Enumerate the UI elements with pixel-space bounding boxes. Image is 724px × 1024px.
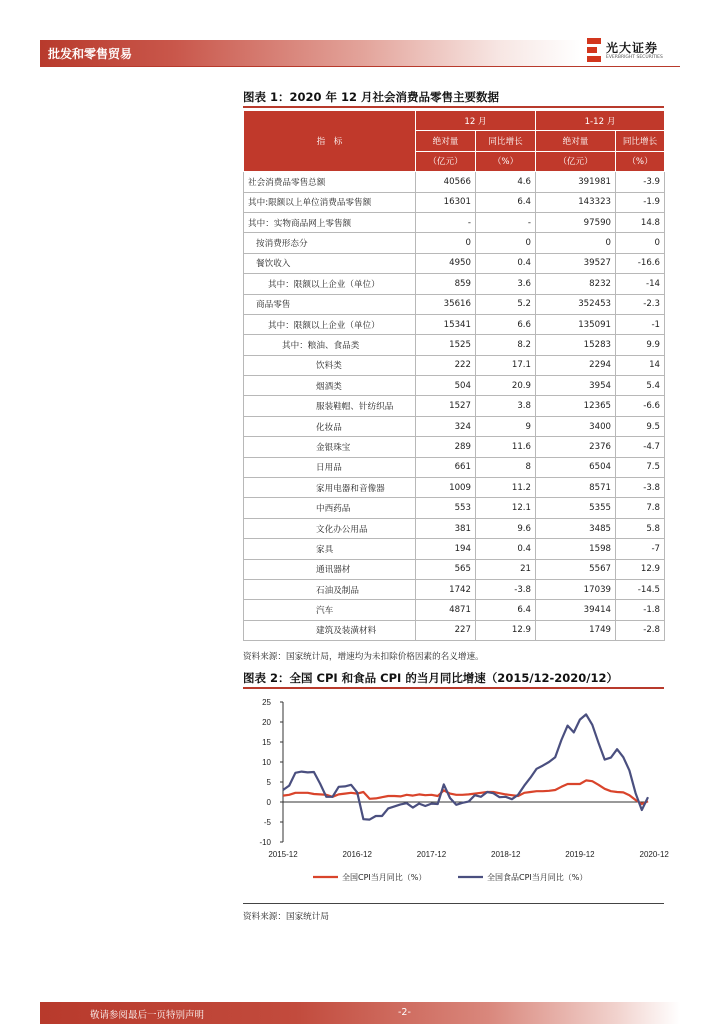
row-label: 饮料类: [244, 355, 416, 375]
row-value: 194: [416, 539, 476, 559]
table-row: [244, 518, 665, 538]
row-label: 其中:限额以上单位消费品零售额: [244, 192, 416, 212]
row-value: 3954: [536, 376, 616, 396]
unit-abs-ytd: （亿元）: [536, 151, 616, 171]
row-value: 0: [536, 233, 616, 253]
table-row: [244, 579, 665, 599]
row-label: 其中：粮油、食品类: [244, 335, 416, 355]
row-value: 40566: [416, 172, 476, 192]
brand-logo: [587, 38, 687, 64]
logo-icon: [587, 38, 601, 64]
table-row: [244, 376, 665, 396]
row-value: -1: [616, 314, 665, 334]
row-label: 服装鞋帽、针纺织品: [244, 396, 416, 416]
table-row: [244, 539, 665, 559]
table-row: [244, 437, 665, 457]
row-label: 按消费形态分: [244, 233, 416, 253]
row-value: 11.6: [476, 437, 536, 457]
col-group-month: 12 月: [416, 111, 536, 131]
row-value: 15341: [416, 314, 476, 334]
table-row: [244, 396, 665, 416]
row-label: 石油及制品: [244, 579, 416, 599]
y-tick-label: 20: [262, 718, 271, 727]
row-value: -3.8: [616, 478, 665, 498]
subheader-abs-ytd: 绝对量: [536, 131, 616, 151]
x-tick-label: 2020-12: [639, 850, 669, 859]
row-value: 9.9: [616, 335, 665, 355]
figure2-title-rule: [243, 687, 664, 689]
row-value: -3.9: [616, 172, 665, 192]
row-value: 6.4: [476, 192, 536, 212]
row-value: 0: [616, 233, 665, 253]
figure1-source: 资料来源：国家统计局，增速均为未扣除价格因素的名义增速。: [243, 652, 484, 662]
cpi-line-chart: [243, 692, 669, 902]
section-title: 批发和零售贸易: [48, 47, 133, 61]
row-value: 16301: [416, 192, 476, 212]
y-tick-label: 5: [266, 778, 271, 787]
subheader-yoy-month: 同比增长: [476, 131, 536, 151]
row-value: -1.9: [616, 192, 665, 212]
row-value: 0: [476, 233, 536, 253]
row-label: 家具: [244, 539, 416, 559]
row-value: 381: [416, 518, 476, 538]
table-row: [244, 294, 665, 314]
row-label: 其中：限额以上企业（单位）: [244, 274, 416, 294]
row-value: 352453: [536, 294, 616, 314]
x-tick-label: 2019-12: [565, 850, 595, 859]
table-row: [244, 172, 665, 192]
row-value: 1598: [536, 539, 616, 559]
y-tick-label: -5: [263, 818, 271, 827]
table-row: [244, 314, 665, 334]
table-row: [244, 274, 665, 294]
header-rule: [40, 66, 680, 67]
table-row: [244, 478, 665, 498]
unit-yoy-month: （%）: [476, 151, 536, 171]
table-row: [244, 457, 665, 477]
figure2-source: 资料来源：国家统计局: [243, 912, 329, 922]
row-value: 5.2: [476, 294, 536, 314]
row-value: 39527: [536, 253, 616, 273]
table-row: [244, 335, 665, 355]
row-value: 12.9: [476, 620, 536, 640]
row-value: 8571: [536, 478, 616, 498]
row-value: -7: [616, 539, 665, 559]
row-label: 其中：实物商品网上零售额: [244, 212, 416, 232]
x-tick-label: 2017-12: [416, 850, 447, 859]
table-row: [244, 559, 665, 579]
row-value: 5567: [536, 559, 616, 579]
row-value: -4.7: [616, 437, 665, 457]
row-value: 14.8: [616, 212, 665, 232]
row-value: 1527: [416, 396, 476, 416]
logo-text-en: EVERBRIGHT SECURITIES: [606, 55, 663, 60]
table-row: [244, 600, 665, 620]
row-label: 社会消费品零售总额: [244, 172, 416, 192]
figure2-title: 图表 2：全国 CPI 和食品 CPI 的当月同比增速（2015/12-2020/12）: [243, 671, 619, 685]
row-value: 1742: [416, 579, 476, 599]
x-tick-label: 2016-12: [342, 850, 372, 859]
row-value: 11.2: [476, 478, 536, 498]
row-value: 135091: [536, 314, 616, 334]
row-value: 5.8: [616, 518, 665, 538]
row-label: 文化办公用品: [244, 518, 416, 538]
table-row: [244, 355, 665, 375]
row-value: 0.4: [476, 253, 536, 273]
row-value: 553: [416, 498, 476, 518]
table-row: [244, 233, 665, 253]
row-value: 20.9: [476, 376, 536, 396]
table-row: [244, 253, 665, 273]
row-value: -: [476, 212, 536, 232]
row-label: 化妆品: [244, 416, 416, 436]
unit-abs-month: （亿元）: [416, 151, 476, 171]
figure1-title: 图表 1：2020 年 12 月社会消费品零售主要数据: [243, 90, 500, 104]
row-value: 227: [416, 620, 476, 640]
col-group-ytd: 1-12 月: [536, 111, 665, 131]
row-value: 661: [416, 457, 476, 477]
row-value: 1525: [416, 335, 476, 355]
row-label: 通讯器材: [244, 559, 416, 579]
y-tick-label: 25: [262, 698, 271, 707]
row-value: 17.1: [476, 355, 536, 375]
row-label: 餐饮收入: [244, 253, 416, 273]
row-value: 2376: [536, 437, 616, 457]
row-value: 565: [416, 559, 476, 579]
row-value: -3.8: [476, 579, 536, 599]
row-value: 12365: [536, 396, 616, 416]
row-value: -16.6: [616, 253, 665, 273]
row-value: 8232: [536, 274, 616, 294]
row-label: 汽车: [244, 600, 416, 620]
row-value: 3485: [536, 518, 616, 538]
x-tick-label: 2018-12: [491, 850, 521, 859]
row-value: 289: [416, 437, 476, 457]
row-value: -14.5: [616, 579, 665, 599]
row-value: 21: [476, 559, 536, 579]
row-value: 7.8: [616, 498, 665, 518]
footer-disclaimer: 敬请参阅最后一页特别声明: [90, 1010, 205, 1021]
y-tick-label: 10: [262, 758, 271, 767]
row-value: 7.5: [616, 457, 665, 477]
series-line-food-cpi: [283, 714, 648, 819]
row-value: -14: [616, 274, 665, 294]
row-value: 15283: [536, 335, 616, 355]
row-label: 中西药品: [244, 498, 416, 518]
subheader-yoy-ytd: 同比增长: [616, 131, 665, 151]
row-label: 家用电器和音像器: [244, 478, 416, 498]
row-value: 222: [416, 355, 476, 375]
row-value: 9: [476, 416, 536, 436]
row-value: 8.2: [476, 335, 536, 355]
row-label: 其中：限额以上企业（单位）: [244, 314, 416, 334]
logo-text-cn: 光大证券: [606, 41, 659, 55]
row-value: -2.3: [616, 294, 665, 314]
row-value: 391981: [536, 172, 616, 192]
row-value: 12.1: [476, 498, 536, 518]
row-value: 3400: [536, 416, 616, 436]
row-value: 12.9: [616, 559, 665, 579]
retail-data-table: [243, 110, 665, 641]
figure1-title-rule: [243, 106, 664, 108]
table-row: [244, 192, 665, 212]
row-value: -2.8: [616, 620, 665, 640]
row-value: 9.6: [476, 518, 536, 538]
row-value: 324: [416, 416, 476, 436]
page-number: -2-: [398, 1007, 411, 1018]
row-value: 0: [416, 233, 476, 253]
row-label: 建筑及装潢材料: [244, 620, 416, 640]
row-value: 0.4: [476, 539, 536, 559]
row-value: 6.4: [476, 600, 536, 620]
row-value: -1.8: [616, 600, 665, 620]
row-value: 17039: [536, 579, 616, 599]
row-value: 3.6: [476, 274, 536, 294]
row-value: 8: [476, 457, 536, 477]
row-value: 2294: [536, 355, 616, 375]
table-row: [244, 498, 665, 518]
row-value: 14: [616, 355, 665, 375]
row-label: 烟酒类: [244, 376, 416, 396]
row-value: 5355: [536, 498, 616, 518]
subheader-abs-month: 绝对量: [416, 131, 476, 151]
row-value: 504: [416, 376, 476, 396]
row-value: 4950: [416, 253, 476, 273]
table-row: [244, 416, 665, 436]
series-line-cpi: [283, 780, 648, 804]
row-value: 9.5: [616, 416, 665, 436]
y-tick-label: -10: [259, 838, 271, 847]
y-tick-label: 15: [262, 738, 271, 747]
row-value: 3.8: [476, 396, 536, 416]
indicator-header: 指 标: [244, 111, 416, 172]
row-value: -6.6: [616, 396, 665, 416]
figure2-bottom-rule: [243, 903, 664, 904]
row-value: -: [416, 212, 476, 232]
row-value: 39414: [536, 600, 616, 620]
row-value: 1749: [536, 620, 616, 640]
row-value: 5.4: [616, 376, 665, 396]
row-value: 4.6: [476, 172, 536, 192]
x-tick-label: 2015-12: [268, 850, 298, 859]
row-label: 日用品: [244, 457, 416, 477]
row-value: 143323: [536, 192, 616, 212]
table-row: [244, 212, 665, 232]
row-value: 6.6: [476, 314, 536, 334]
row-value: 97590: [536, 212, 616, 232]
legend-label: 全国CPI当月同比（%）: [342, 873, 427, 882]
unit-yoy-ytd: （%）: [616, 151, 665, 171]
legend-label: 全国食品CPI当月同比（%）: [487, 873, 588, 882]
row-value: 6504: [536, 457, 616, 477]
row-label: 金银珠宝: [244, 437, 416, 457]
y-tick-label: 0: [266, 798, 271, 807]
row-value: 4871: [416, 600, 476, 620]
row-value: 859: [416, 274, 476, 294]
row-value: 1009: [416, 478, 476, 498]
row-label: 商品零售: [244, 294, 416, 314]
row-value: 35616: [416, 294, 476, 314]
table-row: [244, 620, 665, 640]
